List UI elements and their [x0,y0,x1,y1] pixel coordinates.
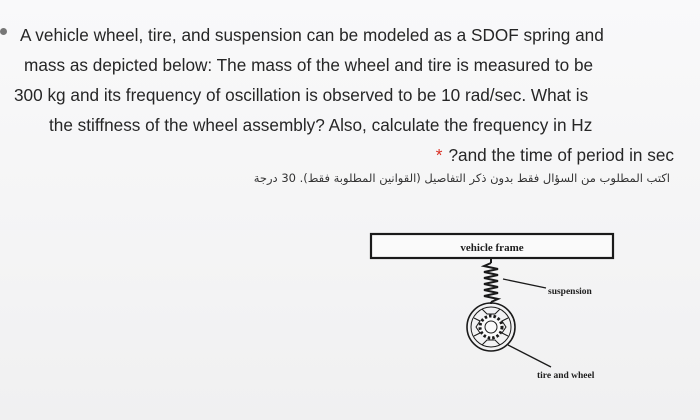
suspension-pointer [503,279,546,288]
arabic-instruction: اكتب المطلوب من السؤال فقط بدون ذكر التفاصيل (القوانين المطلوبة فقط). 30 درجة [253,171,670,185]
tire-wheel [467,303,515,351]
vehicle-frame-label: vehicle frame [460,242,524,254]
suspension-label: suspension [548,287,592,297]
question-line: 300 kg and its frequency of oscillation is observed to be 10 rad/sec. What is [14,85,589,105]
required-marker: * [435,145,443,165]
question-line: mass as depicted below: The mass of the wheel and tire is measured to be [24,55,594,75]
question-line-text: ?and the time of period in sec [448,145,674,165]
tire-pointer [508,345,551,367]
tire-wheel-label: tire and wheel [537,371,595,381]
question-line: the stiffness of the wheel assembly? Also, calculate the frequency in Hz [49,115,593,135]
question-line: A vehicle wheel, tire, and suspension can be modeled as a SDOF spring and [20,25,604,45]
suspension-spring [484,258,498,304]
